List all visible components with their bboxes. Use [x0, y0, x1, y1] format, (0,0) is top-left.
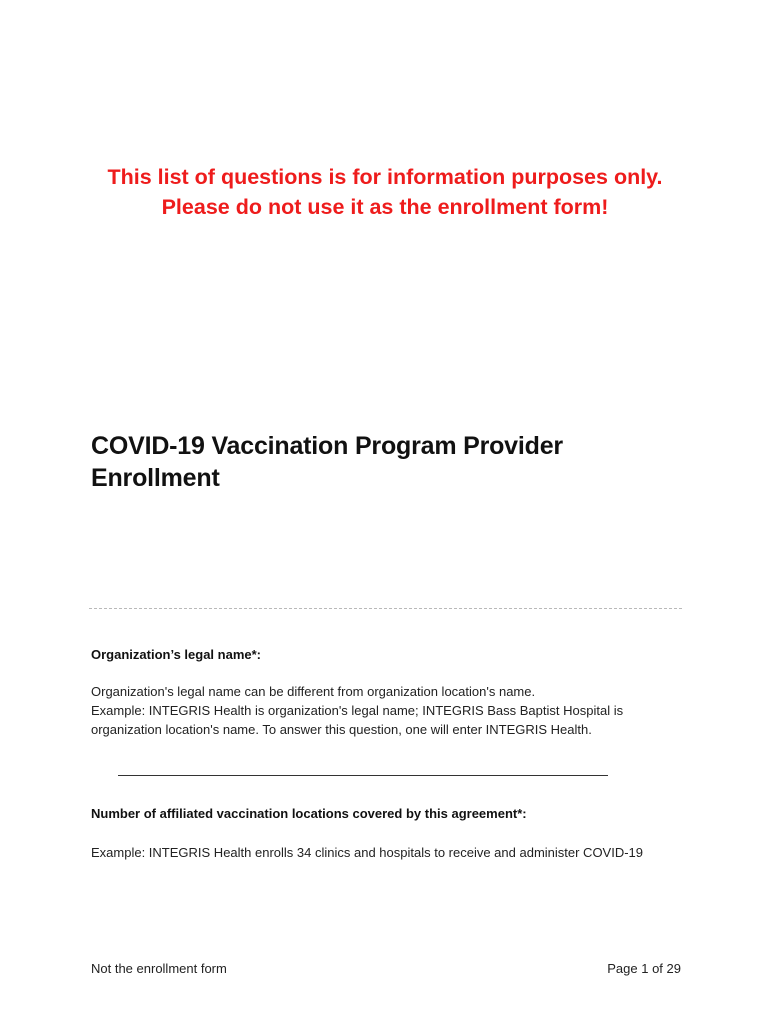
- footer-note: Not the enrollment form: [91, 961, 227, 976]
- disclaimer-notice: [40, 162, 730, 222]
- document-title-line-1: COVID-19 Vaccination Program Provider: [91, 432, 563, 460]
- help-line: Organization's legal name can be different from organization location's name.: [91, 684, 536, 699]
- help-line: Example: INTEGRIS Health enrolls 34 clinics and hospitals to receive and administer COVID-19: [91, 845, 644, 860]
- help-line: organization location's name. To answer this question, one will enter INTEGRIS Health.: [91, 722, 592, 737]
- answer-blank-line[interactable]: [118, 775, 608, 776]
- document-title-line-2: Enrollment: [91, 464, 220, 492]
- section-divider: [89, 608, 682, 609]
- document-title: [91, 430, 691, 494]
- disclaimer-line-2: Please do not use it as the enrollment form!: [161, 195, 609, 219]
- disclaimer-line-1: This list of questions is for information purposes only.: [107, 165, 663, 189]
- help-line: Example: INTEGRIS Health is organization's legal name; INTEGRIS Bass Baptist Hospital is: [91, 703, 624, 718]
- page-number: Page 1 of 29: [607, 961, 681, 976]
- question-label-location-count: Number of affiliated vaccination locations covered by this agreement*:: [91, 806, 527, 821]
- question-help-location-count: [91, 843, 691, 862]
- question-label-legal-name: Organization’s legal name*:: [91, 647, 262, 662]
- question-help-legal-name: [91, 682, 691, 739]
